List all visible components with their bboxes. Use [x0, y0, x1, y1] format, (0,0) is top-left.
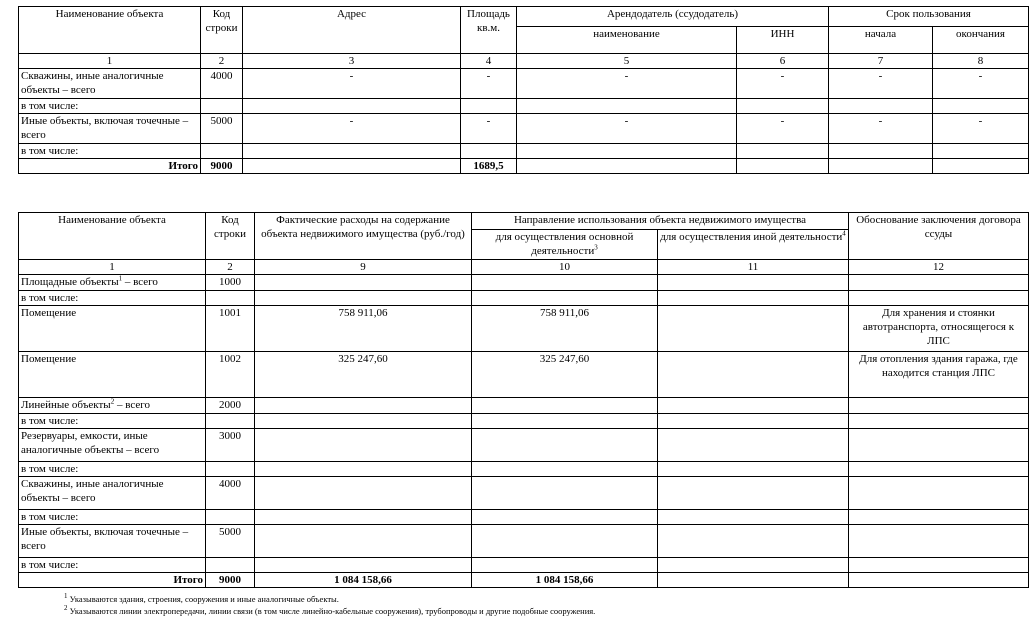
row-name-suffix: – всего: [114, 399, 150, 411]
row-code: 4000: [206, 477, 255, 510]
col-number: 7: [829, 54, 933, 69]
row-expenses: 758 911,06: [255, 306, 472, 352]
row-address: -: [243, 114, 461, 144]
row-other: [658, 291, 849, 306]
col-number: 6: [737, 54, 829, 69]
row-main: [472, 525, 658, 558]
total-row: [19, 159, 1029, 174]
row-other: [658, 398, 849, 414]
row-name: Скважины, иные аналогичные объекты – всего: [19, 69, 201, 99]
header-main-label: для осуществления основной деятельности: [495, 231, 634, 257]
row-code: [201, 144, 243, 159]
row-name: в том числе:: [19, 291, 206, 306]
table-row: [19, 510, 1029, 525]
row-expenses: [255, 414, 472, 429]
total-address: [243, 159, 461, 174]
row-inn: [737, 99, 829, 114]
total-code: 9000: [206, 573, 255, 588]
row-inn: -: [737, 69, 829, 99]
footnote-mark: 1: [118, 274, 123, 283]
row-main: 758 911,06: [472, 306, 658, 352]
col-number: 5: [517, 54, 737, 69]
row-basis: [849, 558, 1029, 573]
row-main: [472, 291, 658, 306]
row-other: [658, 414, 849, 429]
column-numbers-row: [19, 260, 1029, 275]
row-name: в том числе:: [19, 462, 206, 477]
table-row: [19, 462, 1029, 477]
table-row: [19, 99, 1029, 114]
row-address: -: [243, 69, 461, 99]
row-other: [658, 306, 849, 352]
row-code: 1000: [206, 275, 255, 291]
header-basis: Обоснование заключения договора ссуды: [849, 213, 1029, 260]
row-expenses: [255, 398, 472, 414]
row-other: [658, 429, 849, 462]
footnote-mark: 4: [842, 229, 846, 238]
row-code: [206, 558, 255, 573]
header-end: окончания: [933, 27, 1029, 54]
row-other: [658, 462, 849, 477]
header-address: Адрес: [243, 7, 461, 54]
row-end: [933, 99, 1029, 114]
footnote-2: [64, 606, 595, 617]
total-expenses: 1 084 158,66: [255, 573, 472, 588]
row-basis: [849, 510, 1029, 525]
col-number: 8: [933, 54, 1029, 69]
row-code: 4000: [201, 69, 243, 99]
row-address: [243, 144, 461, 159]
row-lessor: -: [517, 69, 737, 99]
row-area: -: [461, 69, 517, 99]
total-main: 1 084 158,66: [472, 573, 658, 588]
table-row: [19, 352, 1029, 398]
row-inn: [737, 144, 829, 159]
row-name: [19, 398, 206, 414]
table-row: [19, 477, 1029, 510]
header-other-label: для осуществления иной деятельности: [660, 231, 843, 243]
row-code: [201, 99, 243, 114]
total-end: [933, 159, 1029, 174]
row-expenses: [255, 477, 472, 510]
col-number: 3: [243, 54, 461, 69]
col-number: 12: [849, 260, 1029, 275]
row-name-text: Линейные объекты: [21, 399, 111, 411]
row-name: Помещение: [19, 352, 206, 398]
total-area: 1689,5: [461, 159, 517, 174]
header-lessor: Арендодатель (ссудодатель): [517, 7, 829, 27]
row-expenses: [255, 429, 472, 462]
row-end: -: [933, 114, 1029, 144]
row-code: [206, 414, 255, 429]
row-main: [472, 462, 658, 477]
row-basis: Для отопления здания гаража, где находится станция ЛПС: [849, 352, 1029, 398]
row-basis: [849, 291, 1029, 306]
row-main: [472, 429, 658, 462]
col-number: 2: [206, 260, 255, 275]
row-area: -: [461, 114, 517, 144]
header-code: Код строки: [201, 7, 243, 54]
row-basis: [849, 398, 1029, 414]
row-name: в том числе:: [19, 99, 201, 114]
table-row: [19, 558, 1029, 573]
footnote-mark: 2: [64, 604, 68, 613]
row-name-text: Площадные объекты: [21, 276, 119, 288]
header-name: Наименование объекта: [19, 213, 206, 260]
header-area-label: Площадь кв.м.: [467, 8, 510, 34]
col-number: 2: [201, 54, 243, 69]
table-row: [19, 69, 1029, 99]
row-name: [19, 275, 206, 291]
row-name: Резервуары, емкости, иные аналогичные объекты – всего: [19, 429, 206, 462]
table-row: [19, 291, 1029, 306]
col-number: 9: [255, 260, 472, 275]
total-label: Итого: [19, 159, 201, 174]
row-main: [472, 510, 658, 525]
row-name-suffix: – всего: [122, 276, 158, 288]
table-row: [19, 414, 1029, 429]
row-area: [461, 144, 517, 159]
header-area: [461, 7, 517, 54]
header-main-activity: [472, 230, 658, 260]
row-code: 5000: [206, 525, 255, 558]
table-row: [19, 525, 1029, 558]
row-other: [658, 477, 849, 510]
table-row: [19, 275, 1029, 291]
row-main: 325 247,60: [472, 352, 658, 398]
row-name: Скважины, иные аналогичные объекты – всего: [19, 477, 206, 510]
col-number: 1: [19, 260, 206, 275]
row-end: [933, 144, 1029, 159]
row-lessor: [517, 99, 737, 114]
row-expenses: [255, 275, 472, 291]
header-other-activity: [658, 230, 849, 260]
row-name: в том числе:: [19, 510, 206, 525]
col-number: 10: [472, 260, 658, 275]
header-name: Наименование объекта: [19, 7, 201, 54]
row-code: [206, 510, 255, 525]
row-basis: [849, 462, 1029, 477]
total-lessor: [517, 159, 737, 174]
row-name: в том числе:: [19, 144, 201, 159]
row-name: в том числе:: [19, 558, 206, 573]
header-inn: ИНН: [737, 27, 829, 54]
row-other: [658, 510, 849, 525]
row-start: [829, 144, 933, 159]
header-term: Срок пользования: [829, 7, 1029, 27]
total-start: [829, 159, 933, 174]
header-code: Код строки: [206, 213, 255, 260]
footnote-mark: 2: [110, 397, 115, 406]
table-row: [19, 144, 1029, 159]
row-main: [472, 275, 658, 291]
row-basis: [849, 477, 1029, 510]
header-expenses: Фактические расходы на содержание объекта недвижимого имущества (руб./год): [255, 213, 472, 260]
row-main: [472, 477, 658, 510]
total-basis: [849, 573, 1029, 588]
row-end: -: [933, 69, 1029, 99]
row-expenses: [255, 510, 472, 525]
row-name: Помещение: [19, 306, 206, 352]
row-basis: Для хранения и стоянки автотранспорта, относящегося к ЛПС: [849, 306, 1029, 352]
row-expenses: [255, 525, 472, 558]
row-basis: [849, 275, 1029, 291]
row-main: [472, 414, 658, 429]
total-row: [19, 573, 1029, 588]
table-row: [19, 429, 1029, 462]
row-code: [206, 291, 255, 306]
row-address: [243, 99, 461, 114]
header-lessor-name: наименование: [517, 27, 737, 54]
row-basis: [849, 414, 1029, 429]
row-other: [658, 275, 849, 291]
row-main: [472, 558, 658, 573]
table-row: [19, 306, 1029, 352]
row-name: Иные объекты, включая точечные – всего: [19, 525, 206, 558]
row-expenses: 325 247,60: [255, 352, 472, 398]
col-number: 11: [658, 260, 849, 275]
row-main: [472, 398, 658, 414]
row-start: [829, 99, 933, 114]
row-inn: -: [737, 114, 829, 144]
total-inn: [737, 159, 829, 174]
row-code: [206, 462, 255, 477]
total-label: Итого: [19, 573, 206, 588]
row-area: [461, 99, 517, 114]
col-number: 4: [461, 54, 517, 69]
footnote-text: Указываются линии электропередачи, линии связи (в том числе линейно-кабельные сооружения), трубопроводы и другие подобные сооружения.: [67, 606, 596, 616]
row-other: [658, 352, 849, 398]
row-code: 5000: [201, 114, 243, 144]
row-expenses: [255, 291, 472, 306]
lease-table: [18, 6, 1029, 174]
row-name: в том числе:: [19, 414, 206, 429]
table-row: [19, 398, 1029, 414]
total-code: 9000: [201, 159, 243, 174]
row-start: -: [829, 114, 933, 144]
total-other: [658, 573, 849, 588]
row-name: Иные объекты, включая точечные – всего: [19, 114, 201, 144]
row-start: -: [829, 69, 933, 99]
row-expenses: [255, 558, 472, 573]
row-code: 2000: [206, 398, 255, 414]
col-number: 1: [19, 54, 201, 69]
column-numbers-row: [19, 54, 1029, 69]
row-code: 1002: [206, 352, 255, 398]
row-code: 3000: [206, 429, 255, 462]
row-basis: [849, 525, 1029, 558]
row-other: [658, 558, 849, 573]
footnote-mark: 1: [64, 592, 68, 601]
footnote-text: Указываются здания, строения, сооружения и иные аналогичные объекты.: [67, 594, 339, 604]
header-direction: Направление использования объекта недвижимого имущества: [472, 213, 849, 230]
row-other: [658, 525, 849, 558]
row-basis: [849, 429, 1029, 462]
expenses-table: [18, 212, 1029, 588]
header-start: начала: [829, 27, 933, 54]
footnote-mark: 3: [594, 243, 598, 252]
row-code: 1001: [206, 306, 255, 352]
row-expenses: [255, 462, 472, 477]
row-lessor: -: [517, 114, 737, 144]
table-row: [19, 114, 1029, 144]
footnote-1: [64, 594, 339, 605]
row-lessor: [517, 144, 737, 159]
